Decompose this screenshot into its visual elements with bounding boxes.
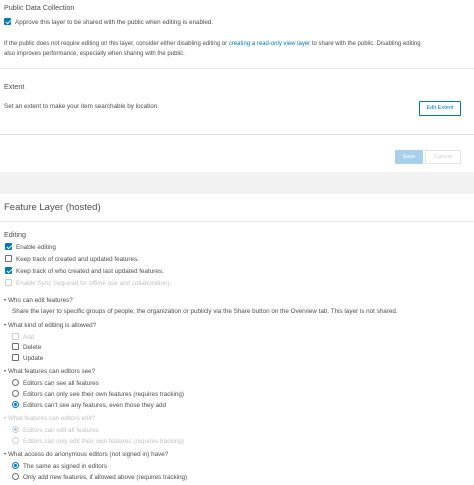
update-label: Update [23, 354, 44, 362]
extent-description: Set an extent to make your item searchable by location. [4, 103, 160, 110]
who-can-edit-question: • Who can edit features? [4, 297, 73, 304]
see-all-label: Editors can see all features [23, 379, 99, 387]
extent-title: Extent [4, 82, 25, 91]
anonymous-same-radio[interactable] [12, 462, 19, 469]
delete-label: Delete [23, 343, 42, 351]
cancel-button[interactable]: Cancel [425, 150, 461, 164]
track-created-updated-label: Keep track of created and updated features. [16, 255, 139, 263]
read-only-view-layer-link[interactable]: creating a read-only view layer [228, 41, 311, 47]
anonymous-text: What access do anonymous editors (not signed in) have? [7, 451, 169, 458]
note-text-part1: If the public does not require editing on this layer, consider either disabling editing or [4, 41, 228, 47]
editing-title: Editing [4, 230, 26, 239]
divider [0, 134, 474, 135]
see-none-radio[interactable] [12, 401, 19, 408]
public-data-collection-title: Public Data Collection [4, 3, 75, 12]
section-separator-band [0, 172, 474, 194]
add-label: Add [23, 333, 35, 341]
public-editing-note-line2: also improves performance, especially when sharing with the public. [4, 51, 185, 57]
enable-sync-label: Enable Sync (required for offline use and collaboration). [16, 279, 172, 287]
update-checkbox[interactable] [12, 354, 19, 361]
track-who-label: Keep track of who created and last updated features. [16, 267, 164, 275]
anonymous-question: • What access do anonymous editors (not signed in) have? [4, 451, 169, 458]
approve-public-label: Approve this layer to be shared with the public when editing is enabled. [15, 18, 214, 26]
anonymous-only-add-radio[interactable] [12, 473, 19, 480]
edit-extent-button[interactable]: Edit Extent [419, 101, 461, 116]
kind-of-editing-question: • What kind of editing is allowed? [4, 322, 97, 329]
enable-editing-checkbox[interactable] [5, 243, 12, 250]
features-see-text: What features can editors see? [7, 368, 96, 375]
add-checkbox[interactable] [12, 333, 19, 340]
divider [0, 221, 474, 222]
divider [0, 68, 474, 69]
edit-own-label: Editors can only edit their own features (requires tracking) [23, 437, 184, 445]
note-text-part2: to share with the public. Disabling editing [311, 41, 421, 47]
see-none-label: Editors can't see any features, even those they add [23, 401, 166, 409]
edit-own-radio[interactable] [12, 437, 19, 444]
delete-checkbox[interactable] [12, 343, 19, 350]
enable-sync-checkbox[interactable] [5, 279, 12, 286]
save-button[interactable]: Save [395, 150, 423, 164]
see-own-radio[interactable] [12, 390, 19, 397]
enable-editing-label: Enable editing [16, 243, 56, 251]
features-edit-text: What features can editors edit? [7, 415, 96, 422]
see-own-label: Editors can only see their own features (requires tracking) [23, 390, 184, 398]
anonymous-same-label: The same as signed in editors [23, 462, 108, 470]
public-editing-note [4, 41, 421, 48]
feature-layer-title: Feature Layer (hosted) [4, 202, 101, 213]
features-see-question: • What features can editors see? [4, 368, 96, 375]
track-who-checkbox[interactable] [5, 267, 12, 274]
who-can-edit-text: Who can edit features? [7, 297, 73, 304]
edit-all-label: Editors can edit all features [23, 426, 99, 434]
approve-public-checkbox[interactable] [4, 18, 11, 25]
kind-of-editing-text: What kind of editing is allowed? [7, 322, 97, 329]
track-created-updated-checkbox[interactable] [5, 255, 12, 262]
who-can-edit-answer: Share the layer to specific groups of people, the organization or publicly via the Share button on the Overview tab. This layer is not shared. [12, 308, 398, 315]
anonymous-only-add-label: Only add new features, if allowed above (requires tracking) [23, 473, 188, 481]
features-edit-question: • What features can editors edit? [4, 415, 96, 422]
see-all-radio[interactable] [12, 379, 19, 386]
edit-all-radio[interactable] [12, 426, 19, 433]
